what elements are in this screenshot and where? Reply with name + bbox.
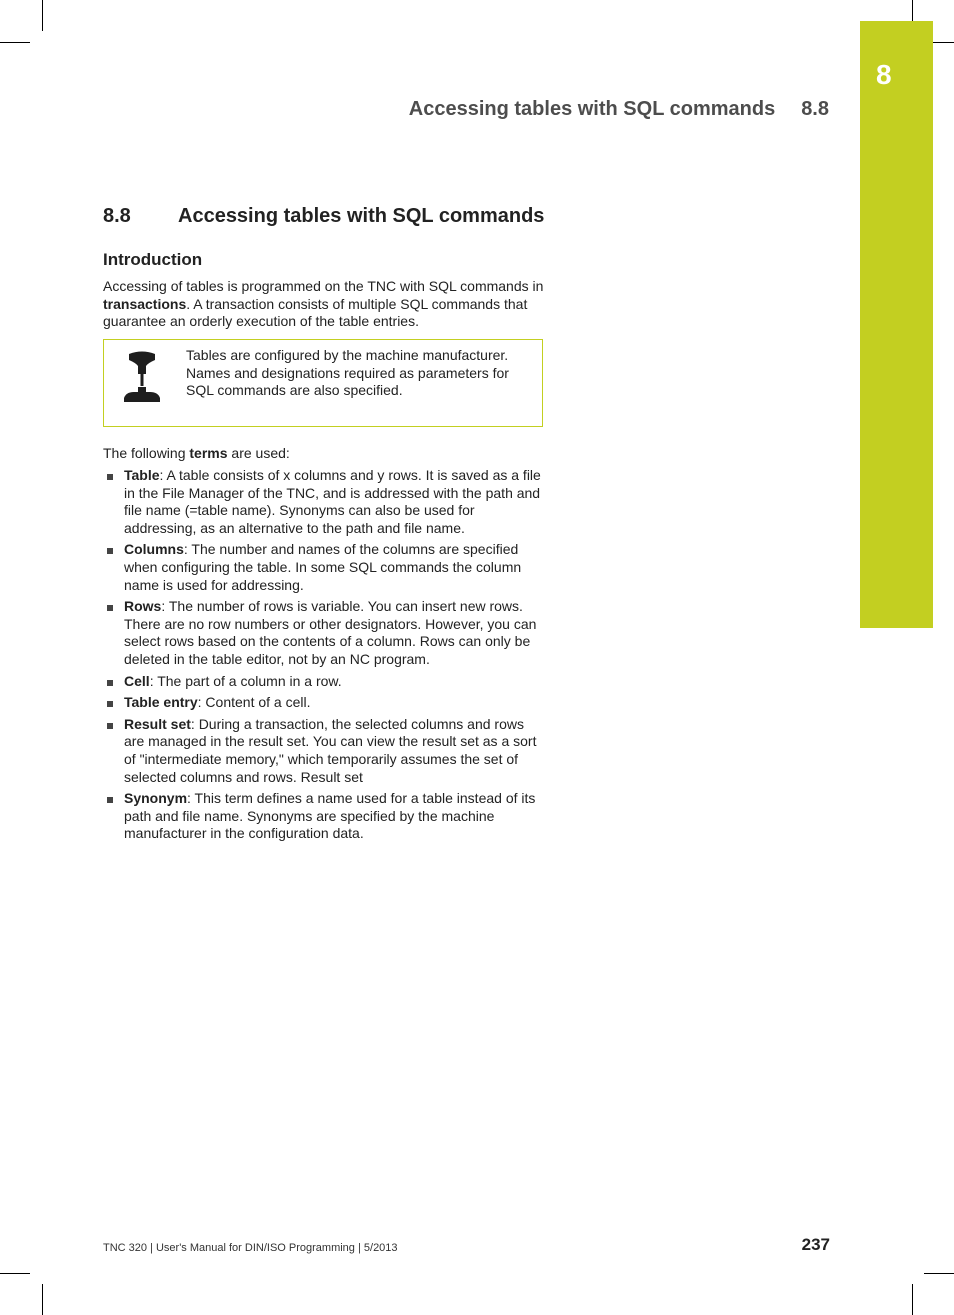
running-header-section-number: 8.8 bbox=[801, 98, 829, 120]
section-title: Accessing tables with SQL commands bbox=[178, 205, 545, 227]
list-item bbox=[103, 694, 545, 712]
list-item bbox=[103, 673, 545, 691]
section-heading bbox=[103, 205, 545, 228]
note-text: Tables are configured by the machine manufacturer. Names and designations required as parameters for SQL commands are also specified. bbox=[186, 347, 509, 399]
term-description: : Content of a cell. bbox=[197, 694, 311, 711]
terms-intro-text: The following bbox=[103, 445, 190, 461]
term-name: Cell bbox=[124, 672, 150, 689]
subsection-heading: Introduction bbox=[103, 250, 203, 269]
bullet-icon bbox=[107, 474, 113, 480]
crop-mark bbox=[0, 1273, 30, 1274]
bullet-icon bbox=[107, 797, 113, 803]
intro-paragraph bbox=[103, 278, 545, 331]
term-name: Table bbox=[124, 467, 160, 483]
machine-manufacturer-icon bbox=[122, 350, 162, 402]
terms-intro bbox=[103, 445, 545, 463]
section-number: 8.8 bbox=[103, 205, 131, 227]
list-item bbox=[103, 598, 545, 668]
term-description: : During a transaction, the selected columns and rows are managed in the result set. You can view the result set as a sort of "intermediate memory," which temporarily assumes the set of selected columns and rows. Result set bbox=[124, 715, 537, 785]
term-description: : This term defines a name used for a table instead of its path and file name. Synonyms are specified by the machine manufacturer in the configuration data. bbox=[124, 790, 536, 842]
terms-intro-text: are used: bbox=[227, 445, 290, 461]
bullet-icon bbox=[107, 548, 113, 554]
crop-mark bbox=[42, 0, 43, 31]
list-item bbox=[103, 467, 545, 537]
terms-intro-bold: terms bbox=[189, 445, 228, 461]
term-name: Synonym bbox=[124, 790, 188, 807]
term-description: : A table consists of x columns and y rows. It is saved as a file in the File Manager of the TNC, and is addressed with the path and file name (=table name). Synonyms can also be used for addressing, as an alternative to the path and file name. bbox=[124, 467, 541, 536]
intro-bold-term: transactions bbox=[103, 295, 187, 312]
note-box bbox=[103, 339, 543, 427]
footer-text: TNC 320 | User's Manual for DIN/ISO Programming | 5/2013 bbox=[103, 1242, 398, 1254]
list-item bbox=[103, 790, 545, 843]
page-number: 237 bbox=[801, 1235, 830, 1254]
bullet-icon bbox=[107, 680, 113, 686]
chapter-tab bbox=[860, 21, 933, 628]
crop-mark bbox=[912, 1284, 913, 1315]
running-header bbox=[409, 98, 829, 121]
term-name: Result set bbox=[124, 715, 191, 732]
intro-text: Accessing of tables is programmed on the TNC with SQL commands in bbox=[103, 278, 544, 294]
list-item bbox=[103, 716, 545, 786]
term-description: : The number of rows is variable. You can insert new rows. There are no row numbers or other designators. However, you can select rows based on the contents of a column. Rows can only be deleted in the table editor, not by an NC program. bbox=[124, 598, 537, 667]
bullet-icon bbox=[107, 605, 113, 611]
intro-text: . A transaction consists of multiple SQL commands that guarantee an orderly execution of the table entries. bbox=[103, 295, 528, 330]
term-name: Columns bbox=[124, 541, 184, 558]
bullet-icon bbox=[107, 723, 113, 729]
term-list bbox=[103, 467, 545, 847]
term-name: Table entry bbox=[124, 694, 198, 711]
bullet-icon bbox=[107, 701, 113, 707]
crop-mark bbox=[924, 1273, 954, 1274]
term-description: : The number and names of the columns are specified when configuring the table. In some SQL commands the column name is used for addressing. bbox=[124, 541, 522, 593]
running-header-title: Accessing tables with SQL commands bbox=[408, 98, 776, 120]
crop-mark bbox=[0, 42, 30, 43]
list-item bbox=[103, 541, 545, 594]
chapter-number: 8 bbox=[876, 59, 892, 90]
term-description: : The part of a column in a row. bbox=[149, 672, 342, 689]
crop-mark bbox=[42, 1284, 43, 1315]
term-name: Rows bbox=[124, 598, 162, 615]
